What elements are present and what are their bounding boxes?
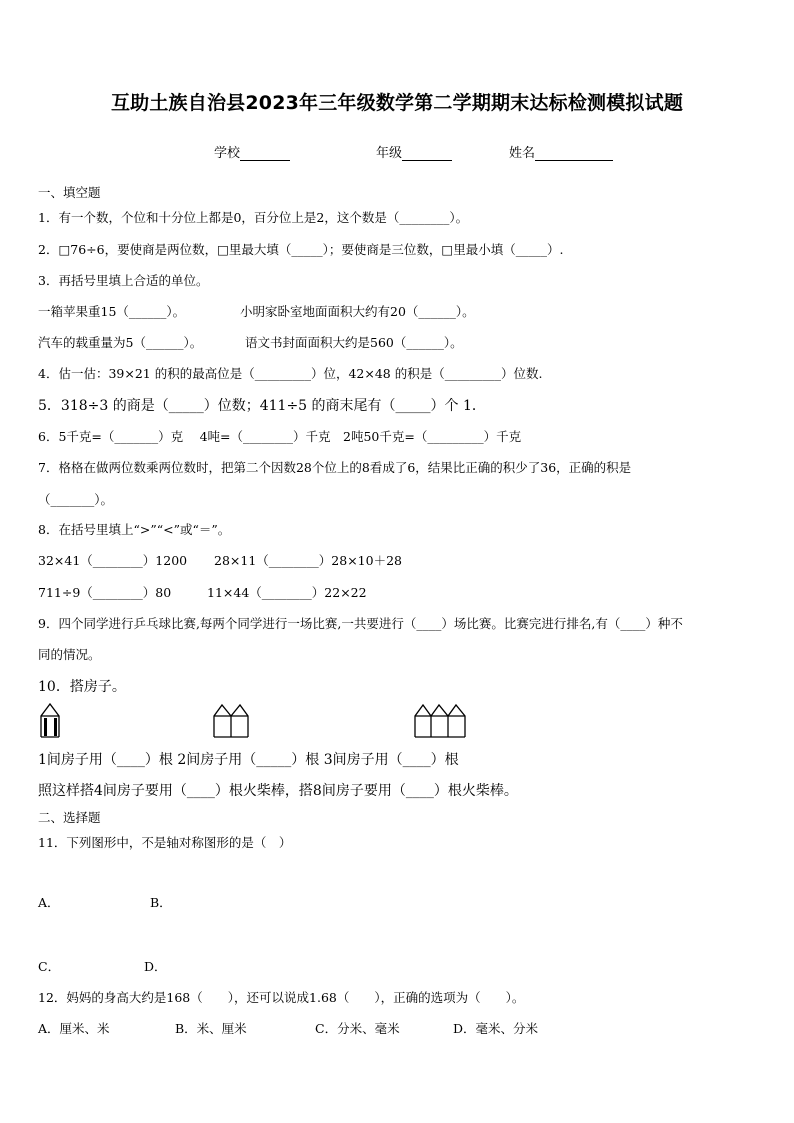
question-12: 12．妈妈的身高大约是168（ ），还可以说成1.68（ ），正确的选项为（ ）。 xyxy=(38,990,525,1005)
question-3b: 小明家卧室地面面积大约有20（______）。 xyxy=(240,304,475,319)
question-12-option-d[interactable]: D．毫米、分米 xyxy=(453,1021,539,1036)
question-12-option-b[interactable]: B．米、厘米 xyxy=(175,1021,247,1036)
grade-field[interactable] xyxy=(376,142,452,161)
grade-blank[interactable] xyxy=(402,146,452,161)
question-12-option-c[interactable]: C．分米、毫米 xyxy=(315,1021,400,1036)
question-8a: 32×41（________）1200 xyxy=(38,553,188,568)
name-blank[interactable] xyxy=(535,146,613,161)
question-3: 3．再括号里填上合适的单位。 xyxy=(38,273,209,288)
one-house-figure xyxy=(38,702,64,738)
three-houses-figure xyxy=(413,702,467,738)
name-field[interactable] xyxy=(509,142,613,161)
school-label: 学校 xyxy=(214,146,241,161)
two-houses-figure xyxy=(212,702,250,738)
question-5: 5．318÷3 的商是（_____）位数；411÷5 的商末尾有（_____）个 1． xyxy=(38,398,486,414)
question-9-line2: 同的情况。 xyxy=(38,647,101,662)
question-11-option-a[interactable]: A． xyxy=(38,895,60,910)
question-1: 1．有一个数，个位和十分位上都是0，百分位上是2，这个数是（________）。 xyxy=(38,210,469,225)
question-7-line2: （_______）。 xyxy=(38,492,114,507)
grade-label: 年级 xyxy=(376,146,403,161)
question-4: 4．估一估：39×21 的积的最高位是（_________）位，42×48 的积是（_________）位数. xyxy=(38,366,543,381)
question-10-line2: 照这样搭4间房子要用（____）根火柴棒，搭8间房子要用（____）根火柴棒。 xyxy=(38,783,518,799)
question-11-option-c[interactable]: C． xyxy=(38,959,61,974)
question-10: 10．搭房子。 xyxy=(38,679,126,695)
question-9-line1: 9．四个同学进行乒乓球比赛,每两个同学进行一场比赛,一共要进行（____）场比赛。比赛完进行排名,有（____）种不 xyxy=(38,616,683,631)
question-12-option-a[interactable]: A．厘米、米 xyxy=(38,1021,110,1036)
question-3a: 一箱苹果重15（______）。 xyxy=(38,304,186,319)
question-11-option-d[interactable]: D． xyxy=(144,959,167,974)
question-10-line1: 1间房子用（____）根 2间房子用（_____）根 3间房子用（____）根 xyxy=(38,752,459,768)
question-7-line1: 7．格格在做两位数乘两位数时，把第二个因数28个位上的8看成了6，结果比正确的积少了36，正确的积是 xyxy=(38,460,632,475)
question-8b: 28×11（________）28×10＋28 xyxy=(214,553,402,568)
question-3c: 汽车的载重量为5（______）。 xyxy=(38,335,203,350)
question-8: 8．在括号里填上“>”“<”或“＝”。 xyxy=(38,522,231,537)
question-3d: 语文书封面面积大约是560（______）。 xyxy=(245,335,463,350)
question-2: 2．□76÷6，要使商是两位数，□里最大填（_____）；要使商是三位数，□里最小填（_____）. xyxy=(38,242,564,257)
name-label: 姓名 xyxy=(509,146,536,161)
page-title: 互助土族自治县2023年三年级数学第二学期期末达标检测模拟试题 xyxy=(110,92,684,114)
section-fill-in-title: 一、填空题 xyxy=(38,185,101,200)
question-8d: 11×44（________）22×22 xyxy=(207,585,367,600)
school-field[interactable] xyxy=(214,142,290,161)
question-8c: 711÷9（________）80 xyxy=(38,585,172,600)
section-choice-title: 二、选择题 xyxy=(38,810,101,825)
question-6: 6．5千克=（_______）克 4吨=（________）千克 2吨50千克=（_________）千克 xyxy=(38,429,522,444)
question-11-option-b[interactable]: B． xyxy=(150,895,172,910)
school-blank[interactable] xyxy=(240,146,290,161)
question-11: 11．下列图形中，不是轴对称图形的是（ ） xyxy=(38,835,292,850)
